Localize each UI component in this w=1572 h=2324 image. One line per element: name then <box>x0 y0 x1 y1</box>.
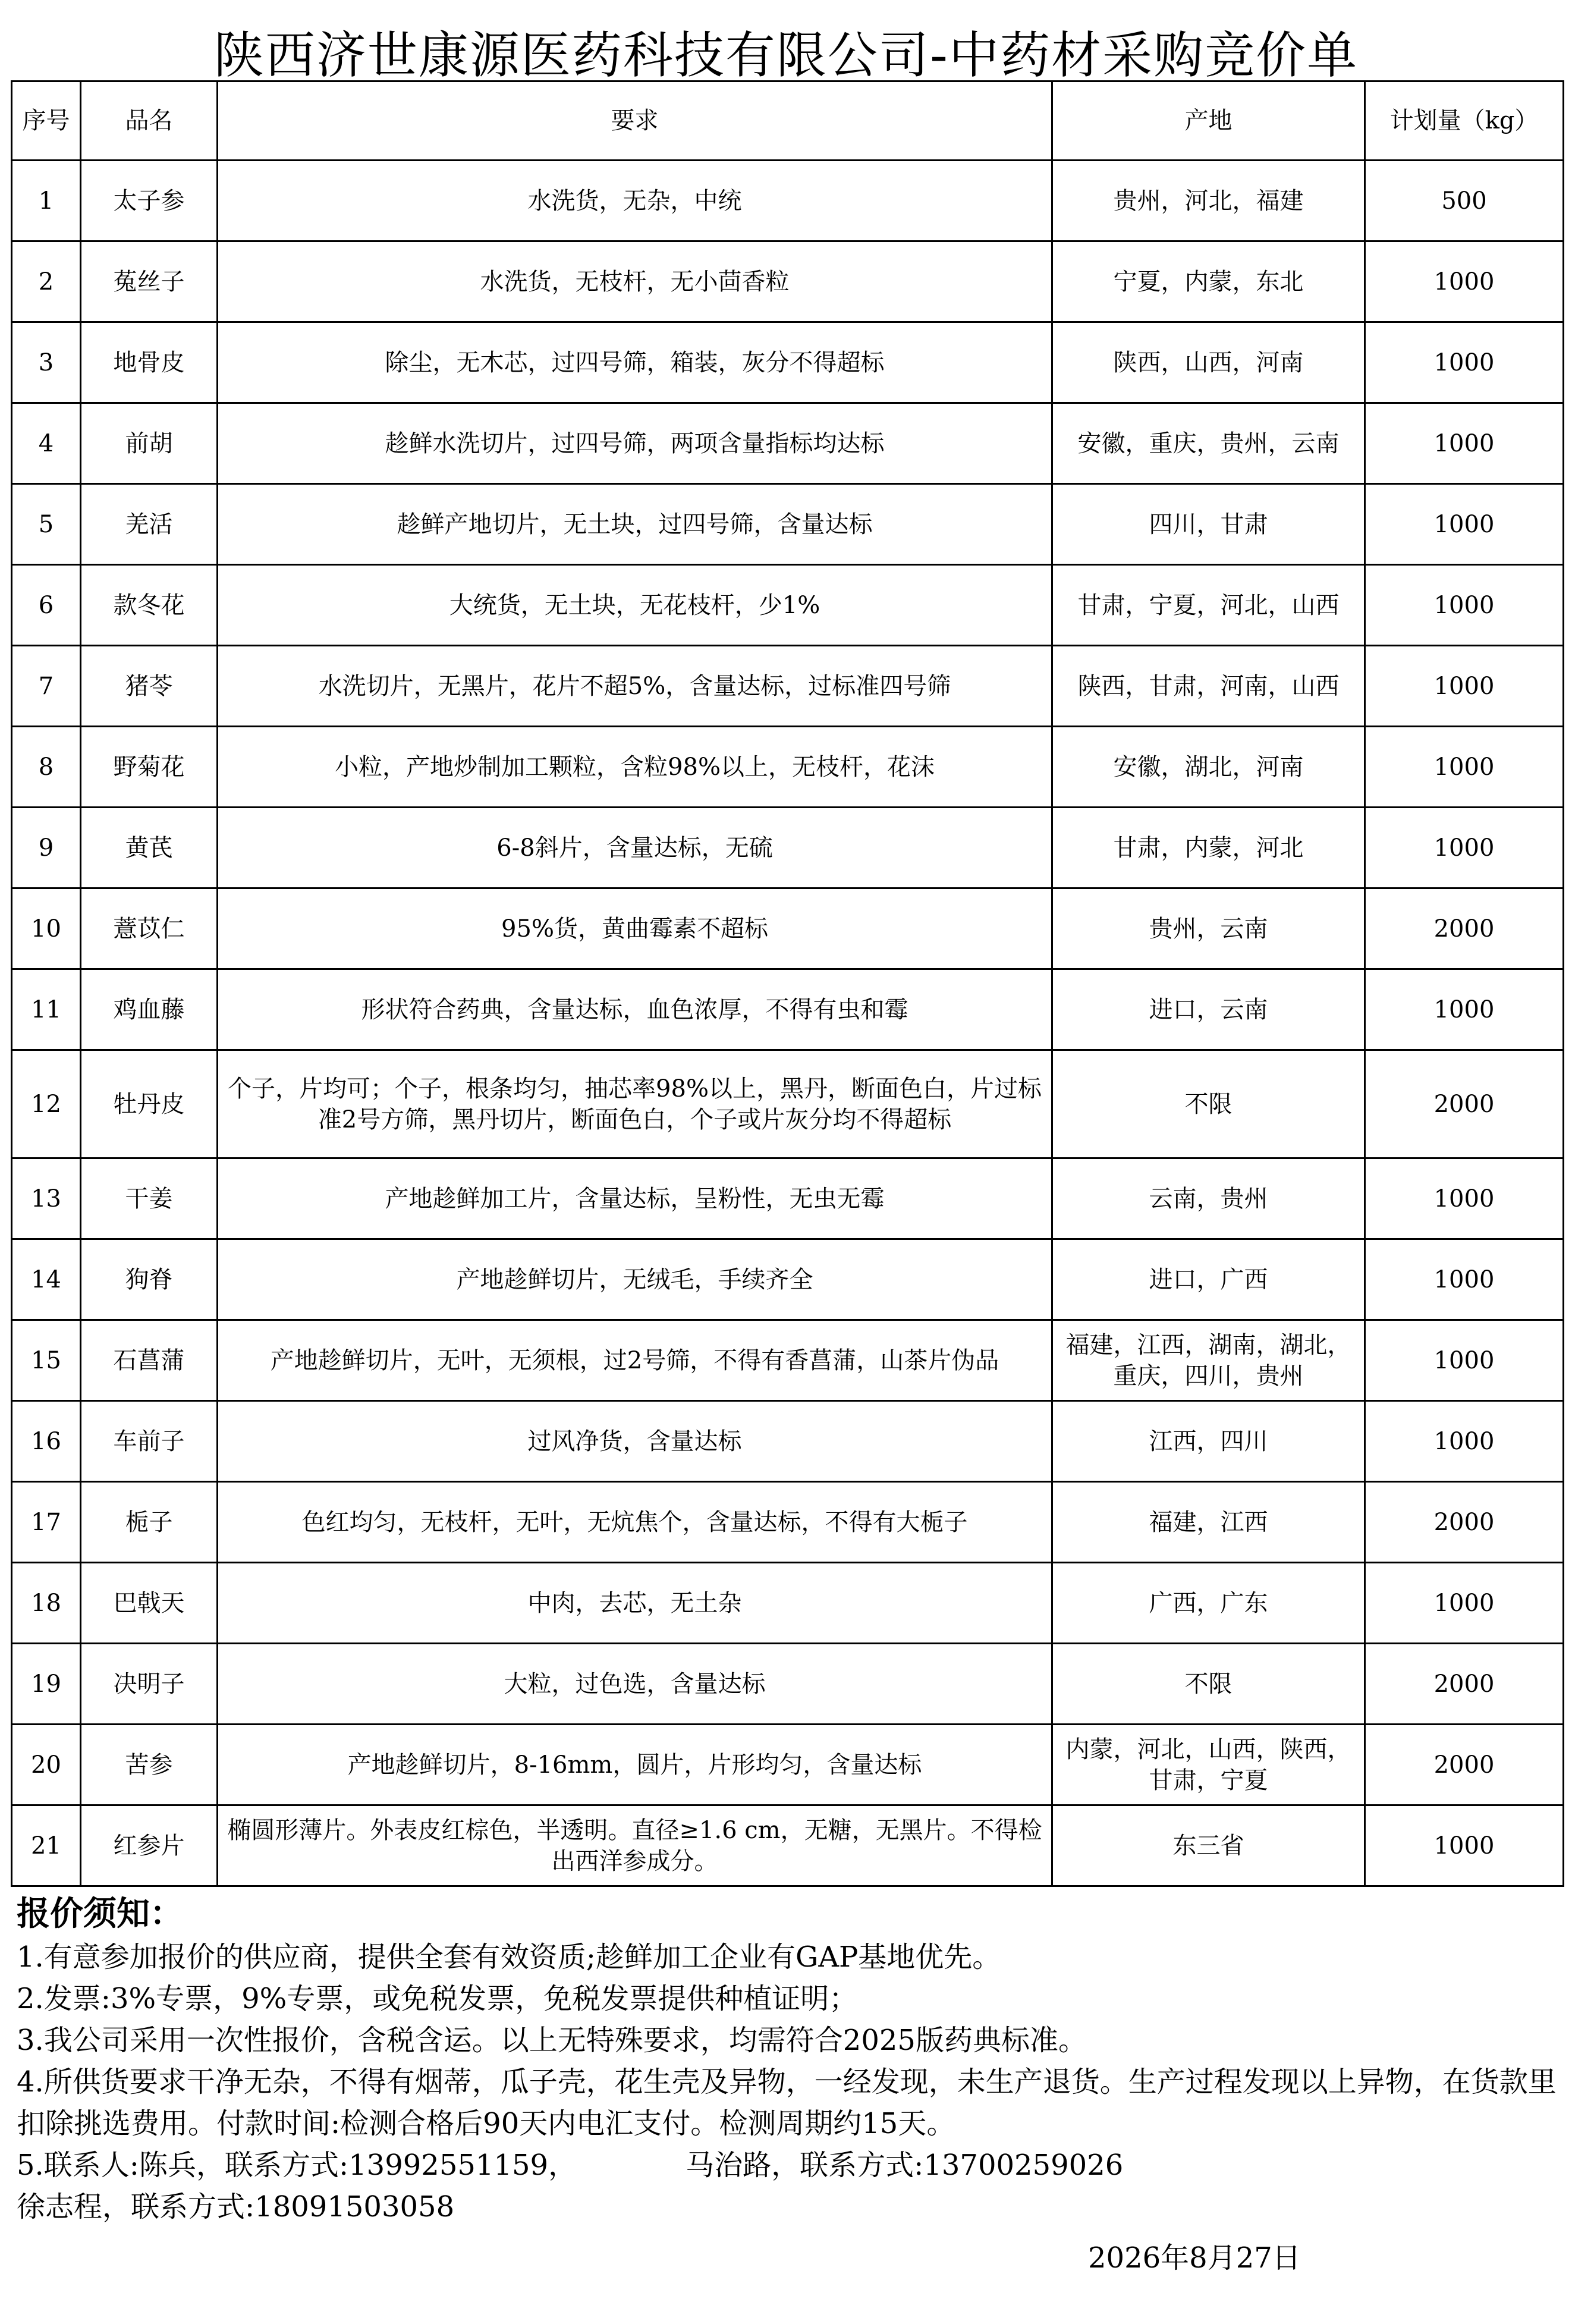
column-header-origin: 产地 <box>1052 81 1365 161</box>
cell-no: 3 <box>12 322 81 403</box>
cell-quantity: 2000 <box>1365 1050 1564 1158</box>
cell-no: 4 <box>12 403 81 484</box>
cell-requirement: 6-8斜片，含量达标，无硫 <box>218 808 1052 888</box>
cell-no: 8 <box>12 727 81 808</box>
cell-origin: 广西，广东 <box>1052 1563 1365 1644</box>
cell-origin: 安徽，湖北，河南 <box>1052 727 1365 808</box>
quote-notes <box>17 1891 1562 2228</box>
cell-requirement: 除尘，无木芯，过四号筛，箱装，灰分不得超标 <box>218 322 1052 403</box>
table-row <box>12 1644 1564 1725</box>
table-row <box>12 888 1564 969</box>
table-row <box>12 1563 1564 1644</box>
cell-requirement: 形状符合药典，含量达标，血色浓厚，不得有虫和霉 <box>218 969 1052 1050</box>
cell-origin: 东三省 <box>1052 1805 1365 1886</box>
table-row <box>12 322 1564 403</box>
cell-no: 12 <box>12 1050 81 1158</box>
table-row <box>12 1320 1564 1401</box>
cell-requirement: 个子，片均可；个子，根条均匀，抽芯率98%以上，黑丹，断面色白，片过标准2号方筛，黑丹切片，断面色白，个子或片灰分均不得超标 <box>218 1050 1052 1158</box>
cell-origin: 甘肃，宁夏，河北，山西 <box>1052 565 1365 646</box>
cell-quantity: 1000 <box>1365 322 1564 403</box>
table-row <box>12 1805 1564 1886</box>
cell-requirement: 水洗切片，无黑片，花片不超5%，含量达标，过标准四号筛 <box>218 646 1052 727</box>
cell-requirement: 产地趁鲜切片，无绒毛，手续齐全 <box>218 1239 1052 1320</box>
cell-name: 款冬花 <box>81 565 218 646</box>
cell-requirement: 趁鲜水洗切片，过四号筛，两项含量指标均达标 <box>218 403 1052 484</box>
cell-name: 黄芪 <box>81 808 218 888</box>
cell-name: 鸡血藤 <box>81 969 218 1050</box>
notes-line-1: 1.有意参加报价的供应商，提供全套有效资质;趁鲜加工企业有GAP基地优先。 <box>17 1940 1001 1974</box>
cell-name: 巴戟天 <box>81 1563 218 1644</box>
cell-name: 野菊花 <box>81 727 218 808</box>
cell-name: 干姜 <box>81 1158 218 1239</box>
cell-origin: 内蒙，河北，山西，陕西，甘肃，宁夏 <box>1052 1725 1365 1805</box>
cell-no: 13 <box>12 1158 81 1239</box>
cell-no: 20 <box>12 1725 81 1805</box>
cell-name: 决明子 <box>81 1644 218 1725</box>
cell-origin: 宁夏，内蒙，东北 <box>1052 241 1365 322</box>
cell-requirement: 中肉，去芯，无土杂 <box>218 1563 1052 1644</box>
table-row <box>12 969 1564 1050</box>
cell-quantity: 2000 <box>1365 1482 1564 1563</box>
cell-quantity: 2000 <box>1365 1725 1564 1805</box>
cell-requirement: 色红均匀，无枝杆，无叶，无炕焦个，含量达标，不得有大栀子 <box>218 1482 1052 1563</box>
cell-quantity: 1000 <box>1365 484 1564 565</box>
cell-origin: 云南，贵州 <box>1052 1158 1365 1239</box>
table-row <box>12 1158 1564 1239</box>
column-header-name: 品名 <box>81 81 218 161</box>
column-header-no: 序号 <box>12 81 81 161</box>
table-row <box>12 565 1564 646</box>
cell-name: 栀子 <box>81 1482 218 1563</box>
cell-requirement: 趁鲜产地切片，无土块，过四号筛，含量达标 <box>218 484 1052 565</box>
cell-name: 狗脊 <box>81 1239 218 1320</box>
notes-line-3: 3.我公司采用一次性报价，含税含运。以上无特殊要求，均需符合2025版药典标准。 <box>17 2024 1087 2057</box>
cell-origin: 甘肃，内蒙，河北 <box>1052 808 1365 888</box>
cell-name: 前胡 <box>81 403 218 484</box>
cell-name: 红参片 <box>81 1805 218 1886</box>
cell-origin: 江西，四川 <box>1052 1401 1365 1482</box>
notes-line-5: 5.联系人:陈兵，联系方式:13992551159， 马治路，联系方式:13700259026 <box>17 2149 1124 2182</box>
cell-requirement: 产地趁鲜切片，8-16mm，圆片，片形均匀，含量达标 <box>218 1725 1052 1805</box>
cell-quantity: 1000 <box>1365 403 1564 484</box>
cell-no: 1 <box>12 161 81 241</box>
cell-no: 17 <box>12 1482 81 1563</box>
document-date: 2026年8月27日 <box>1088 2241 1301 2275</box>
table-header-row <box>12 81 1564 161</box>
cell-name: 薏苡仁 <box>81 888 218 969</box>
table-row <box>12 1401 1564 1482</box>
cell-quantity: 1000 <box>1365 969 1564 1050</box>
cell-origin: 陕西，甘肃，河南，山西 <box>1052 646 1365 727</box>
table-row <box>12 1482 1564 1563</box>
cell-origin: 福建，江西，湖南，湖北，重庆，四川，贵州 <box>1052 1320 1365 1401</box>
page-title: 陕西济世康源医药科技有限公司-中药材采购竞价单 <box>213 26 1359 84</box>
cell-no: 15 <box>12 1320 81 1401</box>
table-body <box>12 161 1564 1886</box>
cell-name: 苦参 <box>81 1725 218 1805</box>
cell-quantity: 1000 <box>1365 1563 1564 1644</box>
table-row <box>12 808 1564 888</box>
table-row <box>12 241 1564 322</box>
cell-requirement: 产地趁鲜加工片，含量达标，呈粉性，无虫无霉 <box>218 1158 1052 1239</box>
cell-name: 羌活 <box>81 484 218 565</box>
cell-no: 6 <box>12 565 81 646</box>
cell-no: 14 <box>12 1239 81 1320</box>
table-row <box>12 727 1564 808</box>
cell-no: 2 <box>12 241 81 322</box>
cell-quantity: 1000 <box>1365 1805 1564 1886</box>
cell-no: 18 <box>12 1563 81 1644</box>
cell-requirement: 大粒，过色选，含量达标 <box>218 1644 1052 1725</box>
cell-origin: 不限 <box>1052 1050 1365 1158</box>
cell-origin: 进口，云南 <box>1052 969 1365 1050</box>
table-row <box>12 484 1564 565</box>
cell-name: 太子参 <box>81 161 218 241</box>
column-header-requirement: 要求 <box>218 81 1052 161</box>
cell-name: 猪苓 <box>81 646 218 727</box>
table-row <box>12 161 1564 241</box>
notes-title: 报价须知： <box>17 1894 183 1933</box>
table-row <box>12 1239 1564 1320</box>
cell-origin: 陕西，山西，河南 <box>1052 322 1365 403</box>
cell-quantity: 1000 <box>1365 241 1564 322</box>
cell-quantity: 1000 <box>1365 1158 1564 1239</box>
column-header-quantity: 计划量（kg） <box>1365 81 1564 161</box>
cell-requirement: 产地趁鲜切片，无叶，无须根，过2号筛，不得有香菖蒲，山茶片伪品 <box>218 1320 1052 1401</box>
cell-origin: 贵州，云南 <box>1052 888 1365 969</box>
cell-requirement: 小粒，产地炒制加工颗粒，含粒98%以上，无枝杆，花沫 <box>218 727 1052 808</box>
cell-requirement: 水洗货，无枝杆，无小茴香粒 <box>218 241 1052 322</box>
cell-requirement: 椭圆形薄片。外表皮红棕色，半透明。直径≥1.6 cm，无糖，无黑片。不得检出西洋参成分。 <box>218 1805 1052 1886</box>
table-row <box>12 1050 1564 1158</box>
cell-requirement: 95%货，黄曲霉素不超标 <box>218 888 1052 969</box>
cell-origin: 福建，江西 <box>1052 1482 1365 1563</box>
notes-line-6: 徐志程，联系方式:18091503058 <box>17 2190 455 2223</box>
table-row <box>12 403 1564 484</box>
notes-line-4: 4.所供货要求干净无杂，不得有烟蒂，瓜子壳，花生壳及异物，一经发现，未生产退货。生产过程发现以上异物，在货款里扣除挑选费用。付款时间:检测合格后90天内电汇支付。检测周期约15天。 <box>17 2065 1557 2140</box>
cell-quantity: 1000 <box>1365 1320 1564 1401</box>
cell-quantity: 500 <box>1365 161 1564 241</box>
cell-quantity: 1000 <box>1365 565 1564 646</box>
cell-no: 19 <box>12 1644 81 1725</box>
notes-line-2: 2.发票:3%专票，9%专票，或免税发票，免税发票提供种植证明； <box>17 1982 858 2015</box>
cell-quantity: 1000 <box>1365 1239 1564 1320</box>
cell-requirement: 大统货，无土块，无花枝杆，少1% <box>218 565 1052 646</box>
cell-origin: 不限 <box>1052 1644 1365 1725</box>
table-row <box>12 646 1564 727</box>
cell-origin: 四川，甘肃 <box>1052 484 1365 565</box>
cell-name: 菟丝子 <box>81 241 218 322</box>
cell-requirement: 过风净货，含量达标 <box>218 1401 1052 1482</box>
cell-no: 16 <box>12 1401 81 1482</box>
cell-requirement: 水洗货，无杂，中统 <box>218 161 1052 241</box>
cell-no: 7 <box>12 646 81 727</box>
cell-no: 5 <box>12 484 81 565</box>
cell-name: 牡丹皮 <box>81 1050 218 1158</box>
cell-no: 21 <box>12 1805 81 1886</box>
cell-no: 10 <box>12 888 81 969</box>
cell-quantity: 2000 <box>1365 888 1564 969</box>
cell-no: 9 <box>12 808 81 888</box>
cell-quantity: 1000 <box>1365 808 1564 888</box>
table-row <box>12 1725 1564 1805</box>
cell-origin: 进口，广西 <box>1052 1239 1365 1320</box>
cell-origin: 安徽，重庆，贵州，云南 <box>1052 403 1365 484</box>
cell-quantity: 1000 <box>1365 727 1564 808</box>
cell-name: 石菖蒲 <box>81 1320 218 1401</box>
cell-name: 车前子 <box>81 1401 218 1482</box>
cell-name: 地骨皮 <box>81 322 218 403</box>
cell-origin: 贵州，河北，福建 <box>1052 161 1365 241</box>
cell-quantity: 2000 <box>1365 1644 1564 1725</box>
cell-no: 11 <box>12 969 81 1050</box>
cell-quantity: 1000 <box>1365 646 1564 727</box>
procurement-table <box>11 80 1564 1887</box>
cell-quantity: 1000 <box>1365 1401 1564 1482</box>
